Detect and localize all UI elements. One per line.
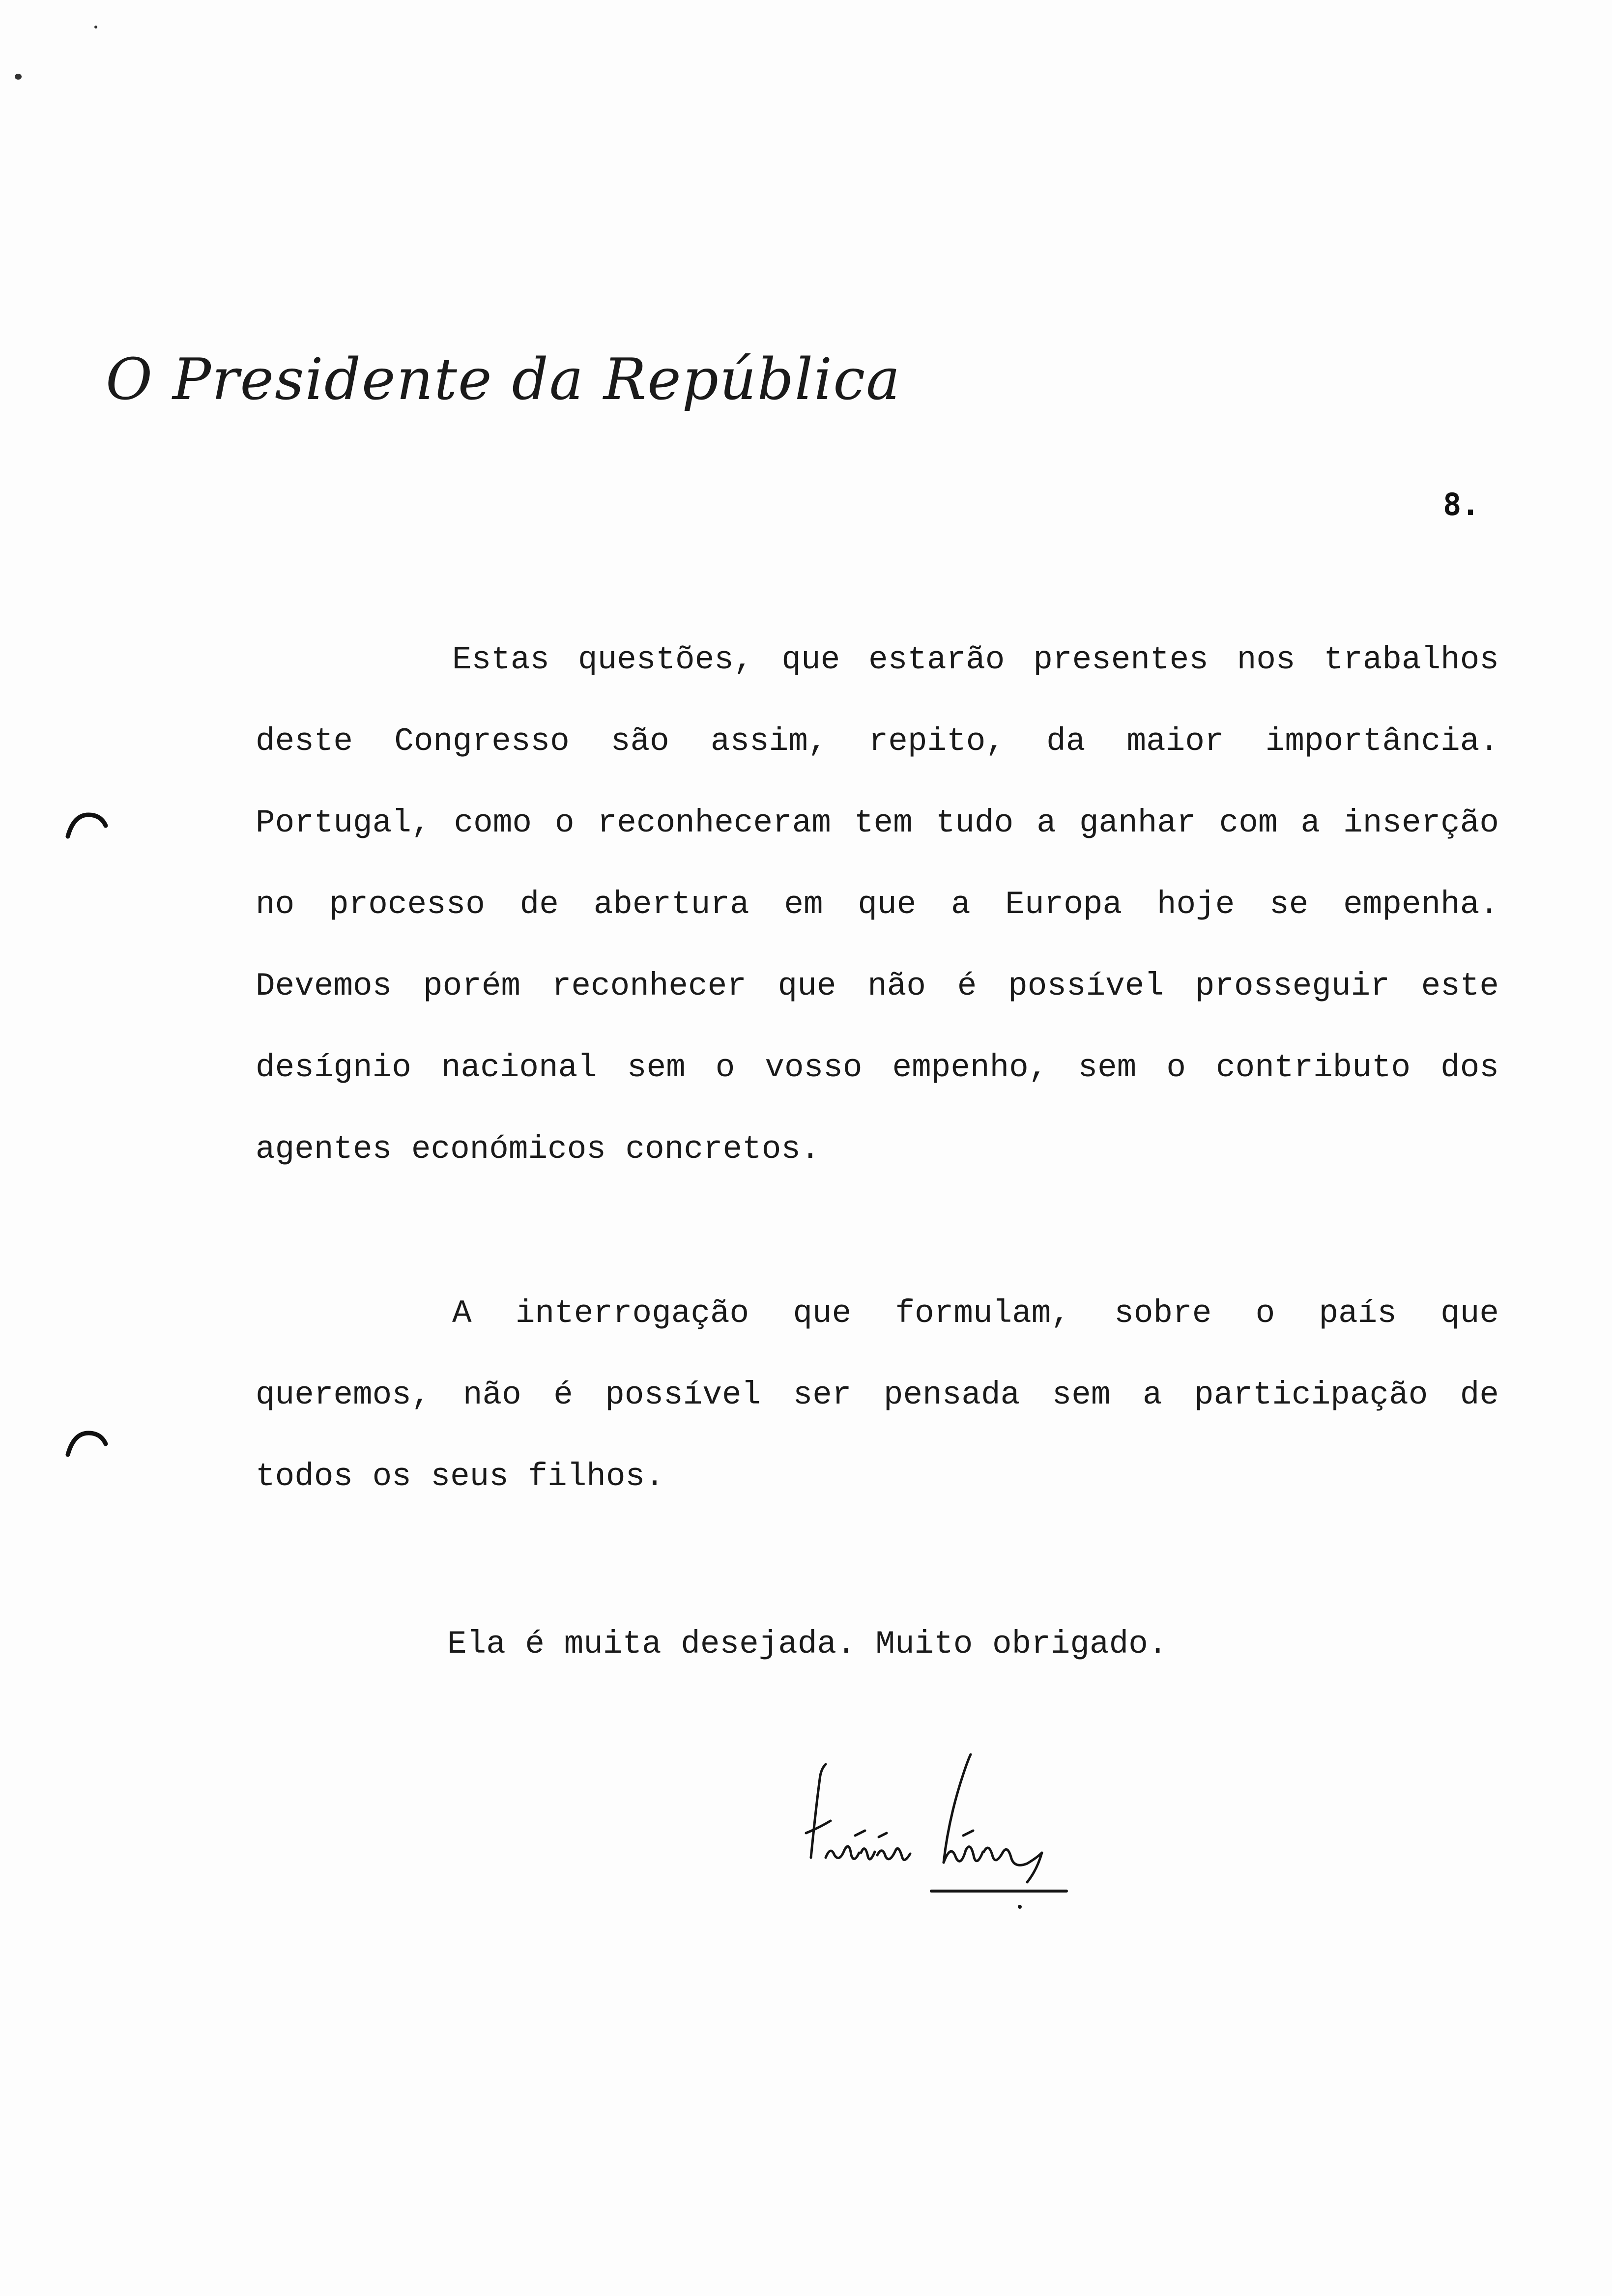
text-line: no processo de abertura em que a Europa hoje se empenha. — [256, 889, 1499, 923]
punch-hole-mark — [64, 811, 108, 840]
paragraph-2 — [256, 1297, 1499, 1542]
punch-hole-mark — [64, 1429, 108, 1459]
scan-speck — [94, 26, 97, 29]
text-line: agentes económicos concretos. — [256, 1133, 820, 1168]
page-number: 8. — [1443, 487, 1480, 522]
text-line: todos os seus filhos. — [256, 1461, 664, 1495]
handwritten-signature — [796, 1735, 1071, 1912]
text-line: Portugal, como o reconheceram tem tudo a ganhar com a inserção — [256, 807, 1499, 841]
text-line: deste Congresso são assim, repito, da maior importância. — [256, 725, 1499, 760]
text-line: desígnio nacional sem o vosso empenho, sem o contributo dos — [256, 1052, 1499, 1086]
text-line: Devemos porém reconhecer que não é possível prosseguir este — [256, 970, 1499, 1004]
paragraph-1 — [256, 644, 1499, 1215]
letterhead: O Presidente da República — [106, 346, 901, 413]
closing-line: Ela é muita desejada. Muito obrigado. — [447, 1626, 1168, 1663]
text-line: Estas questões, que estarão presentes nos trabalhos — [452, 644, 1499, 678]
scan-speck — [15, 74, 22, 80]
text-line: A interrogação que formulam, sobre o país que — [452, 1297, 1499, 1332]
text-line: queremos, não é possível ser pensada sem a participação de — [256, 1379, 1499, 1413]
